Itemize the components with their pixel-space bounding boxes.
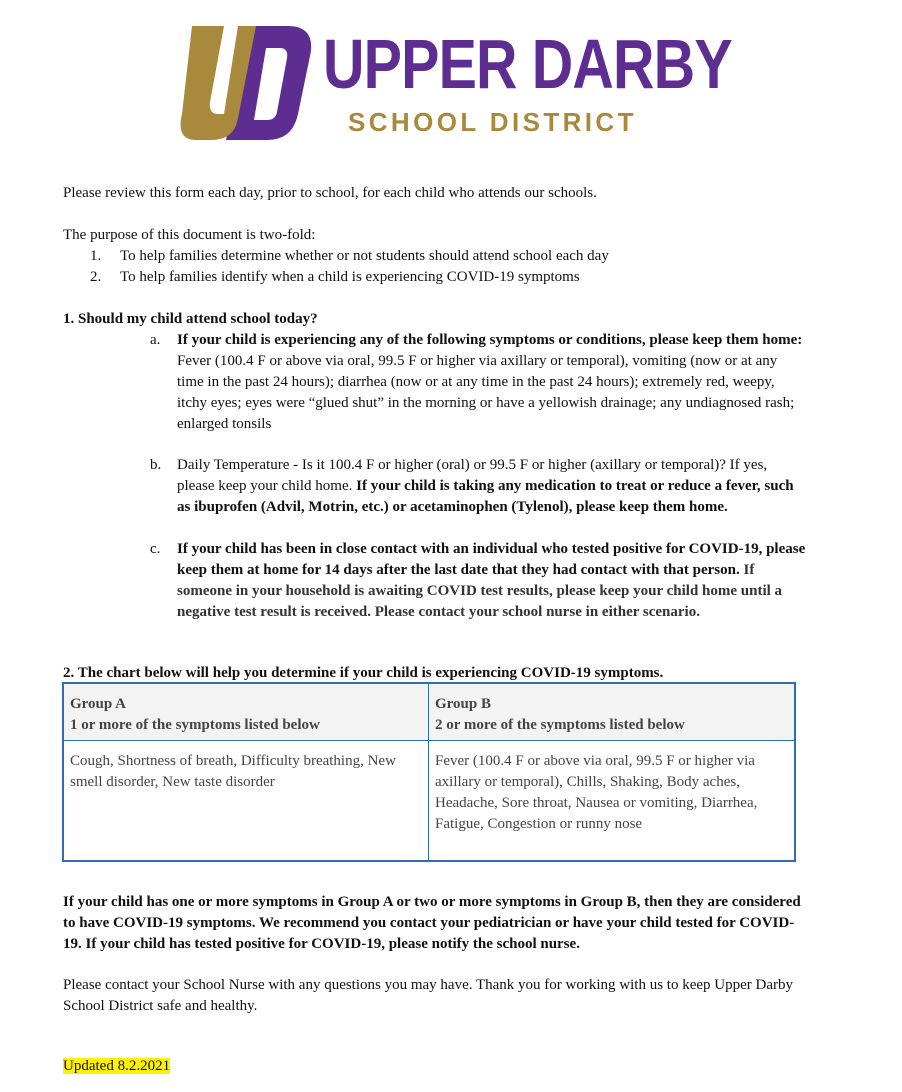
conclusion-text: If your child has one or more symptoms in Group A or two or more symptoms in Group B, then they are considered to have COVID-19 symptoms. We recommend you contact your pediatrician or have your child tested for COVID-19. If your child has tested positive for COVID-19, please notify the school nurse. [63,894,801,952]
item-a-emphasis: If your child is experiencing any of the following symptoms or conditions, please keep them home: [177,332,803,348]
group-b-header: Group B 2 or more of the symptoms listed below [429,683,796,741]
review-instruction: Please review this form each day, prior to school, for each child who attends our schools. [63,185,597,201]
logo-title: UPPER DARBY [323,25,732,103]
item-b-text: Daily Temperature - Is it 100.4 F or higher (oral) or 99.5 F or higher (axillary or temporal)? If yes, please keep your child home. [177,457,768,494]
group-a-header: Group A 1 or more of the symptoms listed below [63,683,429,741]
group-b-symptoms: Fever (100.4 F or above via oral, 99.5 F or higher via axillary or temporal), Chills, Shaking, Body aches, Headache, Sore throat, Nausea or vomiting, Diarrhea, Fatigue, Congestion or runny nose [429,741,796,862]
table-row [63,741,795,862]
table-header-row [63,683,795,741]
section1-heading: 1. Should my child attend school today? [63,311,318,327]
symptom-table [62,682,796,862]
logo-subtitle: SCHOOL DISTRICT [348,107,637,137]
item-a-text: Fever (100.4 F or above via oral, 99.5 F or higher via axillary or temporal), vomiting (now or at any time in the past 24 hours); diarrhea (now or at any time in the past 24 hours); extremely red, weepy, itchy eyes; eyes were “glued shut” in the morning or have a yellowish drainage; any undiagnosed rash; enlarged tonsils [177,353,795,432]
ud-logo-mark-icon [180,22,315,144]
item-c-emphasis: If your child has been in close contact with an individual who tested positive for COVID-19, please keep them at home for 14 days after the last date that they had contact with that person. [177,541,806,578]
item-c-note: If someone in your household is awaiting COVID test results, please keep your child home until a negative test result is received. Please contact your school nurse in either scenario. [177,562,783,620]
contact-text: Please contact your School Nurse with any questions you may have. Thank you for working with us to keep Upper Darby School District safe and healthy. [63,977,793,1014]
updated-date: Updated 8.2.2021 [63,1058,171,1074]
group-a-symptoms: Cough, Shortness of breath, Difficulty breathing, New smell disorder, New taste disorder [63,741,429,862]
item-b-emphasis: If your child is taking any medication to treat or reduce a fever, such as ibuprofen (Advil, Motrin, etc.) or acetaminophen (Tylenol), please keep them home. [177,478,794,515]
district-logo [180,22,732,144]
list-item: 1. To help families determine whether or not students should attend school each day [90,248,609,264]
purpose-intro: The purpose of this document is two-fold: [63,227,316,243]
section2-heading: 2. The chart below will help you determine if your child is experiencing COVID-19 symptoms. [63,665,664,681]
list-item: 2. To help families identify when a child is experiencing COVID-19 symptoms [90,269,580,285]
purpose-list [90,246,609,288]
document-page: UPPER DARBY SCHOOL DISTRICT Please review this form each day, prior to school, for each child who attends our schools. The purpose of this document is two-fold: 1. To help families determine whether or not students should attend school each day 2. To help families identify when a child is experiencing COVID-19 symptoms 1. Should my child attend school today? a. If your child is experiencing any of the following symptoms or conditions, please keep them home: Fever (100.4 F or above via oral, 99.5 F or higher via axillary or temporal), vomiting (now or at any time in the past 24 hours); diarrhea (now or at any time in the past 24 hours); extremely red, weepy, itchy eyes; eyes were “glued shut” in the morning or have a yellowish drainage; any undiagnosed rash; enlarged tonsils b. Daily Temperature - Is it 100.4 F or higher (oral) or 99.5 F or higher (axillary or temporal)? If yes, please keep your child home. If your child is taking any medication to treat or reduce a fever, such as ibuprofen (Advil, Motrin, etc.) or acetaminophen (Tylenol), please keep them home. c. If your child has been in close contact with an individual who tested positive for COVID-19, please keep them at home for 14 days after the last date that they had contact with that person. If someone in your household is awaiting COVID test results, please keep your child home until a negative test result is received. Please contact your school nurse in either scenario. 2. The chart below will help you determine if your child is experiencing COVID-19 symptoms. Group A 1 or more of the symptoms listed below Group B 2 or more of the symptoms listed below Cough, Shortness of breath, Difficulty breathing, New smell disorder, New taste disorder Fever (100.4 F or above via oral, 99.5 F or higher via axillary or temporal), Chills, Shaking, Body aches, Headache, Sore throat, Nausea or vomiting, Diarrhea, Fatigue, Congestion or runny nose If your child has one or more symptoms in Group A or two or more symptoms in Group B, then they are considered to have COVID-19 symptoms. We recommend you contact your pediatrician or have your child tested for COVID-19. If your child has tested positive for COVID-19, please notify the school nurse. Please contact your School Nurse with any questions you may have. Thank you for working with us to keep Upper Darby School District safe and healthy. Updated 8.2.2021 [0,0,902,1092]
